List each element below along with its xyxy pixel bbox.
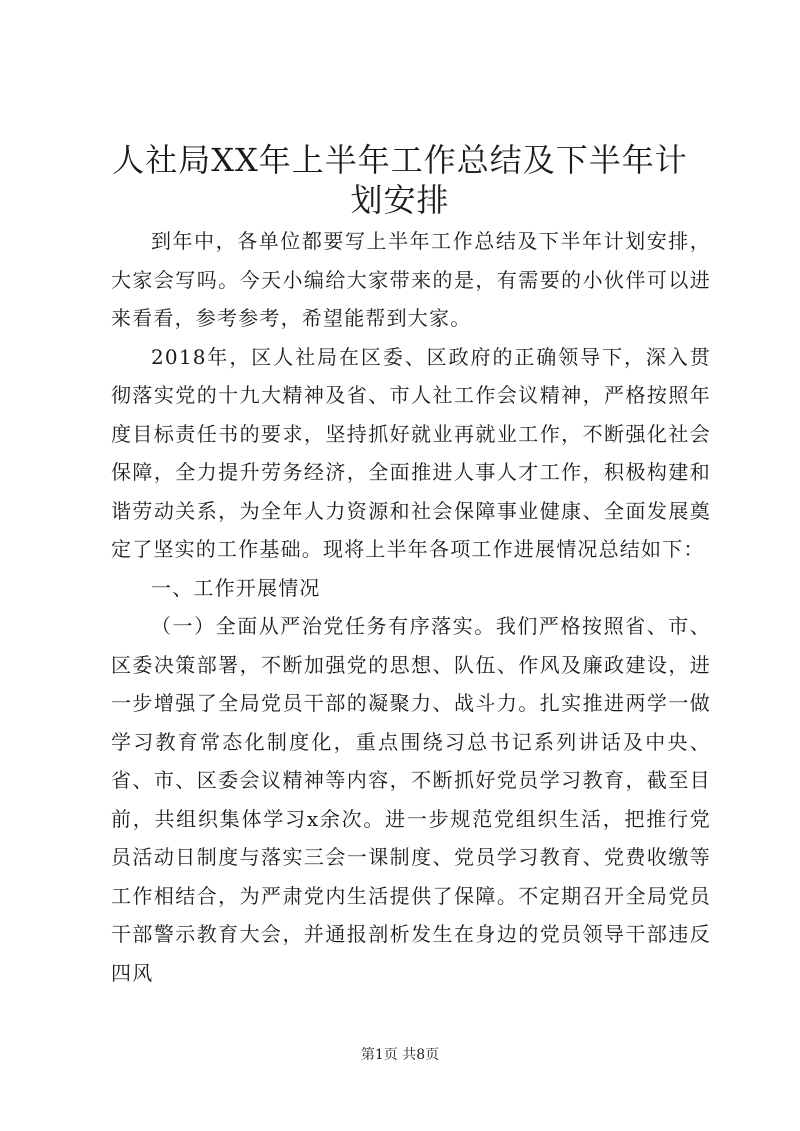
paragraph-overview: 2018年，区人社局在区委、区政府的正确领导下，深入贯彻落实党的十九大精神及省、市人社工作会议精神，严格按照年度目标责任书的要求，坚持抓好就业再就业工作，不断强化社会保障，全力提升劳务经济，全面推进人事人才工作，积极构建和谐劳动关系，为全年人力资源和社会保障事业健康、全面发展奠定了坚实的工作基础。现将上半年各项工作进展情况总结如下： <box>111 344 711 561</box>
paragraph-section-1: （一）全面从严治党任务有序落实。我们严格按照省、市、区委决策部署，不断加强党的思想、队伍、作风及廉政建设，进一步增强了全局党员干部的凝聚力、战斗力。扎实推进两学一做学习教育常态化制度化，重点围绕习总书记系列讲话及中央、省、市、区委会议精神等内容，不断抓好党员学习教育，截至目前，共组织集体学习x余次。进一步规范党组织生活，把推行党员活动日制度与落实三会一课制度、党员学习教育、党费收缴等工作相结合，为严肃党内生活提供了保障。不定期召开全局党员干部警示教育大会，并通报剖析发生在身边的党员领导干部违反四风 <box>111 614 711 985</box>
page-footer: 第1页 共8页 <box>360 1047 440 1063</box>
section-heading: 一、工作开展情况 <box>151 575 321 600</box>
document-title: 人社局XX年上半年工作总结及下半年计划安排 <box>112 141 688 219</box>
document-body <box>111 222 711 992</box>
paragraph-intro: 到年中，各单位都要写上半年工作总结及下半年计划安排，大家会写吗。今天小编给大家带来的是，有需要的小伙伴可以进来看看，参考参考，希望能帮到大家。 <box>111 229 711 330</box>
